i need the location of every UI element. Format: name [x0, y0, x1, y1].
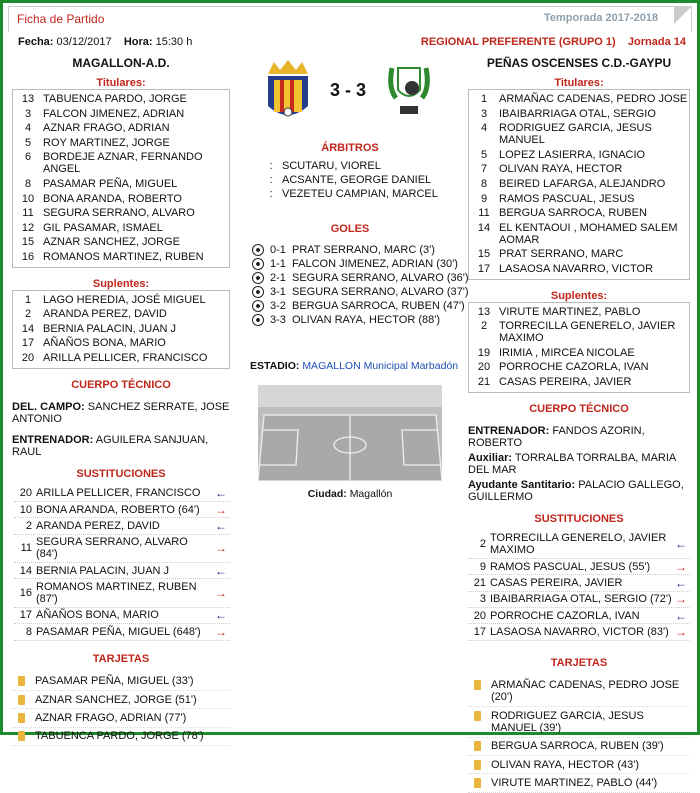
player-name[interactable]: BERGUA SARROCA, RUBEN (39')	[491, 740, 664, 753]
arrow-right-icon: →	[675, 559, 687, 574]
player-name[interactable]: ARILLA PELLICER, FRANCISCO	[36, 487, 201, 500]
player-name[interactable]: BONA ARANDA, ROBERTO (64')	[36, 503, 200, 516]
goal-row	[252, 285, 469, 299]
player-name[interactable]: TORRECILLA GENERELO, JAVIER MAXIMO	[490, 532, 667, 557]
substitution-row	[468, 624, 690, 640]
player-number: 20	[473, 609, 486, 622]
player-row	[469, 262, 689, 277]
player-name[interactable]: BONA ARANDA, ROBERTO	[43, 192, 182, 205]
player-name[interactable]: ROMANOS MARTINEZ, RUBEN (87')	[36, 581, 197, 606]
player-row	[469, 221, 689, 248]
date-value: 03/12/2017	[56, 36, 112, 48]
home-crest-icon	[264, 60, 312, 122]
substitution-row	[14, 579, 230, 607]
player-name[interactable]: RODRIGUEZ GARCIA, JESUS MANUEL	[499, 122, 652, 147]
player-number: 10	[19, 503, 32, 516]
arrow-left-icon: ←	[215, 518, 227, 533]
time-value: 15:30 h	[155, 36, 193, 48]
player-name[interactable]: TABUENCA PARDO, JORGE	[43, 93, 187, 105]
player-name[interactable]: TABUENCA PARDO, JORGE (78')	[35, 730, 204, 743]
player-number: 17	[473, 626, 486, 639]
substitution-row	[468, 559, 690, 575]
arrow-right-icon: →	[675, 592, 687, 607]
player-number: 17	[21, 337, 35, 350]
player-number: 3	[479, 593, 486, 606]
goal-score: 3-2	[270, 300, 286, 312]
card-row	[468, 756, 690, 774]
matchday: Jornada 14	[627, 36, 686, 48]
player-name[interactable]: FALCON JIMENEZ, ADRIAN	[43, 107, 185, 120]
player-row	[469, 192, 689, 207]
arrow-left-icon: ←	[215, 563, 227, 578]
player-name[interactable]: IBAIBARRIAGA OTAL, SERGIO (72')	[490, 593, 672, 606]
goals-list	[252, 243, 469, 327]
player-number: 11	[22, 207, 34, 220]
away-column	[468, 77, 690, 793]
player-row	[469, 148, 689, 163]
player-row	[13, 250, 229, 265]
player-name[interactable]: RAMOS PASCUAL, JESUS (55')	[490, 560, 651, 573]
goal-row	[252, 299, 466, 313]
player-row	[13, 293, 229, 308]
player-name[interactable]: PORROCHE CAZORLA, IVAN	[499, 361, 649, 374]
player-row	[469, 247, 689, 262]
goals-label: GOLES	[330, 223, 370, 235]
referee-role: :	[269, 188, 273, 200]
player-number: 2	[24, 308, 32, 321]
referee-role: :	[269, 160, 273, 172]
soccer-ball-icon	[252, 244, 264, 256]
substitution-row	[468, 575, 690, 591]
away-crest-icon	[388, 58, 430, 120]
player-number: 5	[24, 136, 32, 149]
player-number: 16	[21, 250, 35, 263]
referee-row	[260, 159, 466, 173]
card-row	[468, 707, 690, 737]
player-number: 8	[24, 177, 32, 190]
player-name[interactable]: ROMANOS MARTINEZ, RUBEN	[43, 250, 204, 263]
player-number: 15	[477, 248, 491, 261]
player-row	[13, 192, 229, 207]
player-number: 10	[21, 192, 35, 205]
staff-name: TORRALBA TORRALBA, MARIA DEL MAR	[468, 451, 676, 476]
away-subs-label: SUSTITUCIONES	[534, 512, 624, 525]
staff-row	[468, 425, 690, 449]
player-name[interactable]: ARMAÑAC CADENAS, PEDRO JOSE	[499, 93, 688, 105]
yellow-card-icon	[474, 741, 481, 751]
player-name[interactable]: ARILLA PELLICER, FRANCISCO	[43, 351, 208, 364]
arrow-right-icon: →	[215, 586, 227, 601]
substitution-row	[14, 518, 230, 534]
card-row	[468, 774, 690, 792]
player-name[interactable]: SEGURA SERRANO, ALVARO	[43, 207, 195, 220]
staff-row	[12, 434, 230, 458]
match-datetime	[18, 36, 192, 48]
staff-name: FANDOS AZORIN, ROBERTO	[468, 424, 645, 449]
soccer-ball-icon	[252, 258, 264, 270]
player-number: 5	[480, 148, 488, 161]
goal-row	[252, 257, 466, 271]
player-name[interactable]: AZNAR FRAGO, ADRIAN	[43, 122, 170, 135]
away-bench-list	[468, 302, 690, 393]
player-number: 12	[21, 221, 35, 234]
arrow-right-icon: →	[675, 625, 687, 640]
soccer-ball-icon	[252, 286, 264, 298]
player-number: 7	[480, 163, 488, 176]
arrow-right-icon: →	[215, 502, 227, 517]
home-cards-label: TARJETAS	[92, 652, 150, 665]
city-value: Magallón	[349, 488, 393, 500]
player-number: 16	[19, 587, 32, 600]
substitution-row	[14, 608, 230, 624]
home-column	[12, 77, 230, 746]
card-row	[12, 709, 230, 727]
player-name[interactable]: BORDEJE AZNAR, FERNANDO ANGEL	[43, 151, 203, 176]
player-row	[469, 319, 689, 346]
staff-row	[12, 401, 230, 425]
soccer-ball-icon	[252, 314, 264, 326]
goal-row	[252, 243, 466, 257]
away-staff-list	[468, 425, 690, 503]
arrow-left-icon: ←	[675, 537, 687, 552]
card-row	[468, 738, 690, 756]
home-team-name: MAGALLON-A.D.	[72, 56, 170, 70]
staff-name: PALACIO GALLEGO, GUILLERMO	[468, 478, 684, 503]
stadium-photo	[258, 385, 442, 481]
player-number: 2	[25, 519, 32, 532]
player-number: 1	[24, 293, 32, 306]
referees-list	[260, 159, 466, 201]
player-number: 4	[480, 122, 488, 135]
player-number: 9	[479, 560, 486, 573]
player-name[interactable]: OLIVAN RAYA, HECTOR (43')	[491, 758, 639, 771]
player-name[interactable]: ARANDA PEREZ, DAVID	[43, 308, 167, 321]
player-name[interactable]: EL KENTAOUI , MOHAMED SALEM AOMAR	[499, 221, 678, 246]
player-number: 14	[19, 564, 32, 577]
player-number: 6	[24, 151, 32, 164]
player-row	[469, 162, 689, 177]
away-titulares-label: Titulares:	[554, 77, 604, 89]
player-row	[469, 107, 689, 122]
player-number: 8	[25, 625, 32, 638]
player-name[interactable]: IBAIBARRIAGA OTAL, SERGIO	[499, 107, 656, 120]
player-row	[469, 177, 689, 192]
player-number: 3	[480, 107, 488, 120]
yellow-card-icon	[474, 760, 481, 770]
player-name[interactable]: PASAMAR PEÑA, MIGUEL	[43, 177, 178, 190]
player-number: 13	[21, 93, 35, 105]
arrow-right-icon: →	[215, 624, 227, 639]
home-suplentes-label: Suplentes:	[92, 277, 150, 290]
staff-row	[468, 479, 690, 503]
away-suplentes-label: Suplentes:	[550, 289, 608, 302]
player-row	[469, 346, 689, 361]
player-name[interactable]: ARANDA PEREZ, DAVID	[36, 519, 160, 532]
player-number: 19	[477, 346, 491, 359]
goal-scorer[interactable]: SEGURA SERRANO, ALVARO (37')	[292, 286, 469, 298]
player-number: 21	[473, 576, 486, 589]
player-name[interactable]: PASAMAR PEÑA, MIGUEL (648')	[36, 625, 201, 638]
stadium	[250, 360, 458, 372]
time-label: Hora:	[123, 36, 153, 48]
player-row	[469, 206, 689, 221]
player-number: 20	[19, 487, 32, 500]
player-name[interactable]: BEIRED LAFARGA, ALEJANDRO	[499, 177, 666, 190]
competition-name: REGIONAL PREFERENTE (GRUPO 1)	[420, 36, 616, 48]
player-name[interactable]: LOPEZ LASIERRA, IGNACIO	[499, 148, 646, 161]
player-name[interactable]: AÑAÑOS BONA, MARIO	[36, 609, 159, 622]
goal-scorer[interactable]: FALCON JIMENEZ, ADRIAN (30')	[292, 258, 458, 270]
player-number: 14	[477, 221, 491, 234]
card-row	[468, 677, 690, 707]
player-number: 1	[480, 93, 488, 105]
player-name[interactable]: LAGO HEREDIA, JOSÉ MIGUEL	[43, 293, 206, 306]
player-row	[13, 136, 229, 151]
player-name[interactable]: AZNAR SANCHEZ, JORGE	[43, 236, 180, 249]
player-number: 17	[477, 262, 491, 275]
goal-scorer[interactable]: SEGURA SERRANO, ALVARO (36')	[292, 272, 469, 284]
referee-name: ACSANTE, GEORGE DANIEL	[282, 174, 432, 186]
staff-role: Auxiliar:	[468, 451, 513, 464]
city-label: Ciudad:	[307, 488, 347, 500]
goal-scorer[interactable]: OLIVAN RAYA, HECTOR (88')	[292, 314, 440, 326]
player-name[interactable]: RODRIGUEZ GARCIA, JESUS MANUEL (39')	[491, 709, 644, 734]
date-label: Fecha:	[18, 36, 54, 48]
home-staff-label: CUERPO TÉCNICO	[71, 378, 171, 391]
player-row	[13, 307, 229, 322]
away-staff-label: CUERPO TÉCNICO	[529, 402, 629, 415]
staff-role: DEL. CAMPO:	[12, 400, 85, 413]
home-subs-list	[12, 486, 230, 641]
player-name[interactable]: CASAS PEREIRA, JAVIER	[499, 375, 632, 388]
yellow-card-icon	[474, 778, 481, 788]
referee-row	[260, 187, 466, 201]
player-name[interactable]: LASAOSA NAVARRO, VICTOR (83')	[490, 626, 669, 639]
player-number: 8	[480, 177, 488, 190]
home-staff-list	[12, 401, 230, 458]
player-name[interactable]: CASAS PEREIRA, JAVIER	[490, 576, 623, 589]
player-name[interactable]: SEGURA SERRANO, ALVARO (84')	[36, 536, 188, 561]
referee-name: VEZETEU CAMPIAN, MARCEL	[282, 188, 438, 200]
player-number: 20	[477, 361, 491, 374]
player-number: 15	[21, 236, 35, 249]
player-name[interactable]: ARMAÑAC CADENAS, PEDRO JOSE (20')	[491, 679, 680, 704]
page-fold	[674, 6, 692, 24]
player-name[interactable]: IRIMIA , MIRCEA NICOLAE	[499, 346, 635, 359]
player-name[interactable]: ROY MARTINEZ, JORGE	[43, 136, 170, 149]
player-number: 17	[19, 609, 32, 622]
player-name[interactable]: BERNIA PALACIN, JUAN J	[43, 322, 177, 335]
player-number: 21	[477, 375, 491, 388]
player-number: 14	[21, 322, 35, 335]
soccer-ball-icon	[252, 272, 264, 284]
player-name[interactable]: AÑAÑOS BONA, MARIO	[43, 337, 166, 350]
arrow-left-icon: ←	[675, 608, 687, 623]
player-row	[469, 92, 689, 107]
staff-role: Ayudante Santitario:	[468, 478, 576, 491]
soccer-ball-icon	[252, 300, 264, 312]
substitution-row	[14, 563, 230, 579]
header-tab	[8, 6, 692, 32]
referee-name: SCUTARU, VIOREL	[282, 160, 381, 172]
arrow-left-icon: ←	[215, 608, 227, 623]
goal-score: 2-1	[270, 272, 286, 284]
player-name[interactable]: LASAOSA NAVARRO, VICTOR	[499, 262, 654, 275]
player-number: 2	[480, 320, 488, 333]
player-row	[13, 336, 229, 351]
card-row	[12, 691, 230, 709]
goal-row	[252, 271, 469, 285]
player-name[interactable]: BERGUA SARROCA, RUBEN	[499, 207, 647, 220]
player-name[interactable]: PORROCHE CAZORLA, IVAN	[490, 609, 640, 622]
player-row	[13, 322, 229, 337]
player-number: 11	[20, 542, 32, 555]
yellow-card-icon	[18, 695, 25, 705]
player-row	[13, 177, 229, 192]
player-name[interactable]: PASAMAR PEÑA, MIGUEL (33')	[35, 675, 194, 688]
player-number: 13	[477, 305, 491, 318]
center-column	[234, 142, 469, 327]
staff-name: AGUILERA SANJUAN, RAUL	[12, 433, 209, 458]
referee-row	[260, 173, 466, 187]
substitution-row	[14, 502, 230, 518]
card-row	[12, 673, 230, 691]
stadium-label: ESTADIO:	[250, 360, 300, 372]
player-name[interactable]: PRAT SERRANO, MARC	[499, 248, 624, 261]
player-row	[13, 92, 229, 107]
competition-info	[421, 36, 686, 48]
player-name[interactable]: VIRUTE MARTINEZ, PABLO (44')	[491, 776, 658, 789]
player-name[interactable]: AZNAR SANCHEZ, JORGE (51')	[35, 693, 197, 706]
score: 3 - 3	[329, 80, 367, 100]
goal-score: 3-3	[270, 314, 286, 326]
away-starters-list	[468, 89, 690, 280]
yellow-card-icon	[474, 680, 481, 690]
goal-score: 1-1	[270, 258, 286, 270]
player-row	[13, 351, 229, 366]
player-row	[13, 121, 229, 136]
player-name[interactable]: RAMOS PASCUAL, JESUS	[499, 192, 635, 205]
substitution-row	[14, 624, 230, 640]
away-subs-list	[468, 531, 690, 641]
player-name[interactable]: GIL PASAMAR, ISMAEL	[43, 221, 163, 234]
season-label: Temporada 2017-2018	[544, 12, 659, 24]
away-cards-label: TARJETAS	[550, 656, 608, 669]
player-row	[13, 150, 229, 177]
home-subs-label: SUSTITUCIONES	[76, 467, 166, 480]
player-number: 2	[479, 538, 486, 551]
player-name[interactable]: BERNIA PALACIN, JUAN J	[36, 564, 170, 577]
player-number: 9	[480, 192, 488, 205]
player-number: 3	[24, 107, 32, 120]
substitution-row	[468, 592, 690, 608]
staff-role: ENTRENADOR:	[12, 433, 94, 446]
player-row	[469, 305, 689, 320]
yellow-card-icon	[18, 731, 25, 741]
goal-scorer[interactable]: BERGUA SARROCA, RUBEN (47')	[292, 300, 465, 312]
substitution-row	[468, 531, 690, 559]
substitution-row	[14, 535, 230, 563]
player-name[interactable]: AZNAR FRAGO, ADRIAN (77')	[35, 711, 187, 724]
arrow-right-icon: →	[215, 541, 227, 556]
player-row	[469, 121, 689, 148]
player-row	[13, 221, 229, 236]
city	[258, 488, 442, 500]
away-team-name: PEÑAS OSCENSES C.D.-GAYPU	[486, 56, 672, 70]
goal-score: 0-1	[270, 244, 286, 256]
player-name[interactable]: TORRECILLA GENERELO, JAVIER MAXIMO	[499, 320, 676, 345]
arrow-left-icon: ←	[215, 486, 227, 501]
stadium-link[interactable]: MAGALLON Municipal Marbadón	[302, 360, 459, 372]
player-row	[13, 206, 229, 221]
yellow-card-icon	[474, 711, 481, 721]
player-row	[469, 375, 689, 390]
goal-row	[252, 313, 466, 327]
substitution-row	[468, 608, 690, 624]
player-row	[13, 107, 229, 122]
goal-scorer[interactable]: PRAT SERRANO, MARC (3')	[292, 244, 435, 256]
staff-name: SANCHEZ SERRATE, JOSE ANTONIO	[12, 400, 230, 425]
player-name[interactable]: VIRUTE MARTINEZ, PABLO	[499, 305, 641, 318]
staff-role: ENTRENADOR:	[468, 424, 550, 437]
player-number: 20	[21, 351, 35, 364]
home-starters-list	[12, 89, 230, 268]
referee-role: :	[269, 174, 273, 186]
player-number: 11	[478, 207, 490, 220]
yellow-card-icon	[18, 713, 25, 723]
card-row	[12, 728, 230, 746]
player-number: 4	[24, 122, 32, 135]
substitution-row	[14, 486, 230, 502]
page-title: Ficha de Partido	[17, 12, 105, 26]
staff-row	[468, 452, 690, 476]
goal-score: 3-1	[270, 286, 286, 298]
player-row	[469, 360, 689, 375]
player-name[interactable]: OLIVAN RAYA, HECTOR	[499, 163, 623, 176]
player-row	[13, 235, 229, 250]
arrow-left-icon: ←	[675, 575, 687, 590]
referees-label: ÁRBITROS	[321, 142, 379, 154]
yellow-card-icon	[18, 676, 25, 686]
home-titulares-label: Titulares:	[96, 77, 146, 89]
home-bench-list	[12, 290, 230, 369]
